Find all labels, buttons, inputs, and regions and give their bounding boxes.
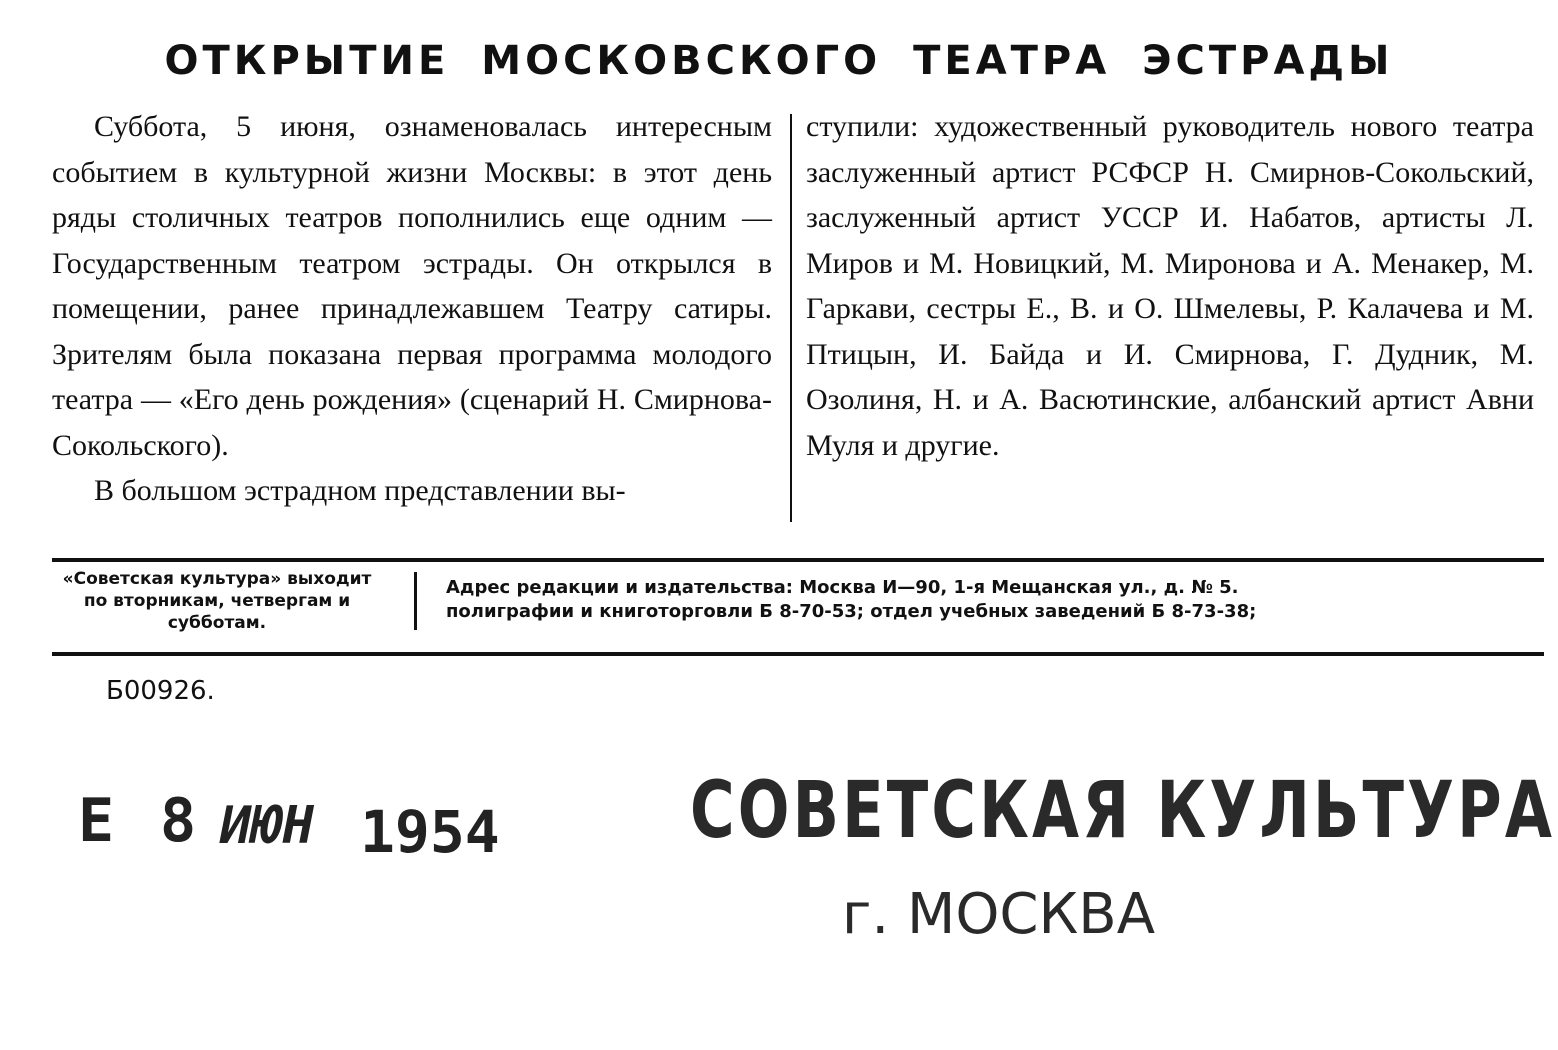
publication-schedule: «Советская культура» выходит по вторникам, четвергам и субботам. [62, 569, 372, 633]
article-headline: ОТКРЫТИЕ МОСКОВСКОГО ТЕАТРА ЭСТРАДЫ [164, 38, 1394, 84]
column-divider [790, 114, 792, 522]
imprint-rule-bottom [52, 652, 1544, 656]
article-column-left [52, 104, 772, 514]
date-stamp-day: 8 [160, 786, 197, 856]
editorial-address [446, 576, 1546, 624]
date-stamp-year: 1954 [360, 798, 500, 866]
address-line: Адрес редакции и издательства: Москва И—90, 1-я Мещанская ул., д. № 5. [446, 577, 1239, 598]
newspaper-stamp-name: СОВЕТСКАЯ КУЛЬТУРА [690, 766, 1556, 856]
date-stamp-mark: Е [78, 786, 115, 856]
imprint-divider [414, 572, 417, 630]
article-paragraph: В большом эстрадном представлении вы- [94, 474, 626, 507]
date-stamp-month: ИЮН [220, 796, 314, 856]
article-paragraph: ступили: художественный руководитель нового театра заслуженный артист РСФСР Н. Смирнов-Сокольский, заслуженный артист УССР И. Набатов, артисты Л. Миров и М. Новицкий, М. Миронова и А. Менакер, М. Гаркави, сестры Е., В. и О. Шмелевы, Р. Калачева и М. Птицын, И. Байда и И. Смирнова, Г. Дудник, М. Озолиня, Н. и А. Васютинские, албанский артист Авни Муля и другие. [806, 110, 1534, 462]
newspaper-stamp-city: г. МОСКВА [842, 882, 1156, 947]
article-paragraph: Суббота, 5 июня, ознаменовалась интересным событием в культурной жизни Москвы: в этот день ряды столичных театров пополнились еще одним — Государственным театром эстрады. Он открылся в помещении, ранее принадлежавшем Театру сатиры. Зрителям была показана первая программа молодого театра — «Его день рождения» (сценарий Н. Смирнова-Сокольского). [52, 110, 772, 462]
imprint-rule-top [52, 558, 1544, 562]
archive-code: Б00926. [106, 676, 215, 706]
article-column-right [806, 104, 1534, 468]
newspaper-stamp [690, 766, 1556, 956]
address-line: полиграфии и книготорговли Б 8-70-53; отдел учебных заведений Б 8-73-38; [446, 601, 1257, 622]
